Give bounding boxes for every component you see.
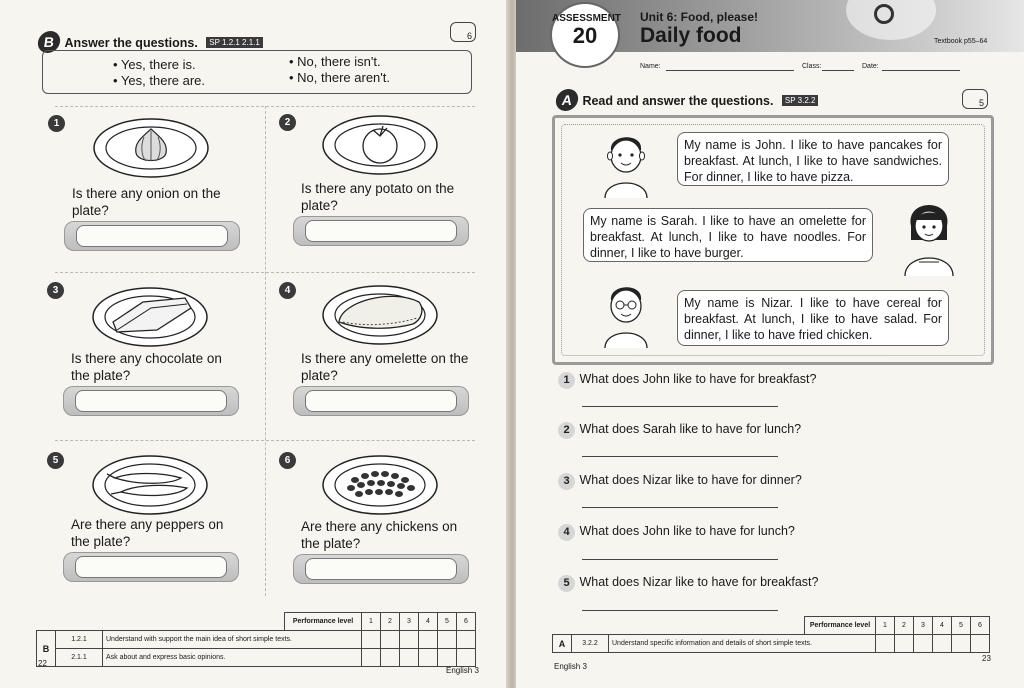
divider xyxy=(265,106,266,596)
footer-text: English 3 xyxy=(446,666,479,675)
right-page xyxy=(516,0,1024,688)
score-box: 6 xyxy=(450,22,476,42)
performance-table xyxy=(552,616,990,653)
performance-section: B xyxy=(37,631,56,667)
question-cell-4 xyxy=(284,276,475,426)
answer-line-5[interactable] xyxy=(582,610,778,611)
standard-description: Understand specific information and details of short simple texts. xyxy=(609,635,876,653)
answer-field-2[interactable] xyxy=(293,216,469,246)
performance-table xyxy=(36,612,476,667)
class-label: Class: xyxy=(802,63,822,70)
potato-icon xyxy=(321,114,439,176)
answer-field-5[interactable] xyxy=(63,552,239,582)
level-cell: 1 xyxy=(362,613,381,631)
answer-key-col-1 xyxy=(113,57,205,89)
standard-description: Understand with support the main idea of short simple texts. xyxy=(103,631,362,649)
level-cell: 4 xyxy=(419,613,438,631)
assessment-badge xyxy=(550,2,620,68)
reading-question-4 xyxy=(558,522,795,541)
question-number: 5 xyxy=(47,452,64,469)
onion-icon xyxy=(92,117,210,179)
question-number: 4 xyxy=(279,282,296,299)
answer-key-item: • Yes, there is. xyxy=(113,57,196,72)
answer-line-3[interactable] xyxy=(582,507,778,508)
section-codes: SP 1.2.1 2.1.1 xyxy=(206,37,263,48)
level-cell: 6 xyxy=(971,617,990,635)
question-cell-2 xyxy=(284,106,475,256)
reading-text: My name is John. I like to have pancakes for breakfast. At lunch, I like to have sandwiches. For dinner, I like to have pizza. xyxy=(684,138,942,184)
question-number: 2 xyxy=(558,422,575,439)
reading-text: My name is Sarah. I like to have an omelette for breakfast. At lunch, I like to have noodles. For dinner, I like to have burger. xyxy=(590,214,866,260)
unit-title: Unit 6: Food, please! xyxy=(640,10,759,24)
question-number: 1 xyxy=(558,372,575,389)
chickens-icon xyxy=(321,454,439,516)
chocolate-icon xyxy=(91,286,209,348)
footer-text: English 3 xyxy=(554,662,587,671)
question-cell-1 xyxy=(55,106,245,258)
reading-question-2 xyxy=(558,420,801,439)
standard-code: 1.2.1 xyxy=(56,631,103,649)
reading-text: My name is Nizar. I like to have cereal for breakfast. At lunch, I like to have salad. For dinner, I like to have fried chicken. xyxy=(684,296,942,342)
header-decoration xyxy=(874,4,894,24)
reading-question-1 xyxy=(558,370,816,389)
question-cell-5 xyxy=(52,446,243,596)
section-badge: B xyxy=(36,31,61,53)
question-number: 5 xyxy=(558,575,575,592)
reading-box xyxy=(552,115,994,365)
speech-bubble-nizar xyxy=(677,290,949,346)
answer-line-2[interactable] xyxy=(582,456,778,457)
standard-code: 3.2.2 xyxy=(572,635,609,653)
date-label: Date: xyxy=(862,63,879,70)
question-number: 4 xyxy=(558,524,575,541)
page-title: Daily food xyxy=(640,24,742,47)
question-text: Is there any omelette on the plate? xyxy=(301,351,469,383)
answer-field-3[interactable] xyxy=(63,386,239,416)
boy-john-icon xyxy=(599,128,653,198)
performance-header: Performance level xyxy=(285,613,362,631)
level-cell: 5 xyxy=(952,617,971,635)
name-field[interactable] xyxy=(666,70,794,71)
class-field[interactable] xyxy=(822,70,854,71)
question-text: What does John like to have for breakfast? xyxy=(579,372,817,386)
answer-key-item: • Yes, there are. xyxy=(113,73,206,88)
question-text: Is there any onion on the plate? xyxy=(72,186,221,218)
left-page xyxy=(0,0,508,688)
question-text: What does Nizar like to have for dinner? xyxy=(579,473,802,487)
peppers-icon xyxy=(91,454,209,516)
answer-line-4[interactable] xyxy=(582,559,778,560)
question-number: 6 xyxy=(279,452,296,469)
answer-key-item: • No, there aren't. xyxy=(289,70,390,85)
name-label: Name: xyxy=(640,63,661,70)
speech-bubble-john xyxy=(677,132,949,186)
question-text: What does Sarah like to have for lunch? xyxy=(579,422,802,436)
boy-nizar-icon xyxy=(599,278,653,348)
question-number: 3 xyxy=(47,282,64,299)
section-title: Read and answer the questions. xyxy=(582,94,774,108)
level-cell: 2 xyxy=(381,613,400,631)
section-a-header xyxy=(556,89,818,111)
score-box: 5 xyxy=(962,89,988,109)
question-text: Is there any chocolate on the plate? xyxy=(71,351,222,383)
answer-key-box xyxy=(42,50,472,94)
question-cell-6 xyxy=(284,446,475,596)
section-code: SP 3.2.2 xyxy=(782,95,819,106)
page-number: 23 xyxy=(982,654,991,663)
reading-question-5 xyxy=(558,573,818,592)
reading-question-3 xyxy=(558,471,802,490)
performance-section: A xyxy=(553,635,572,653)
answer-key-item: • No, there isn't. xyxy=(289,54,381,69)
speech-bubble-sarah xyxy=(583,208,873,262)
answer-field-6[interactable] xyxy=(293,554,469,584)
answer-field-1[interactable] xyxy=(64,221,240,251)
question-text: Are there any peppers on the plate? xyxy=(71,517,224,549)
level-cell: 3 xyxy=(914,617,933,635)
level-cell: 4 xyxy=(933,617,952,635)
assessment-number: 20 xyxy=(572,23,598,48)
level-cell: 3 xyxy=(400,613,419,631)
question-text: What does John like to have for lunch? xyxy=(579,524,795,538)
answer-line-1[interactable] xyxy=(582,406,778,407)
level-cell: 1 xyxy=(876,617,895,635)
standard-description: Ask about and express basic opinions. xyxy=(103,649,362,667)
section-badge: A xyxy=(554,89,579,111)
assessment-label: ASSESSMENT xyxy=(552,13,621,24)
date-field[interactable] xyxy=(882,70,960,71)
question-text: Is there any potato on the plate? xyxy=(301,181,455,213)
question-text: What does Nizar like to have for breakfast? xyxy=(579,575,819,589)
standard-code: 2.1.1 xyxy=(56,649,103,667)
level-cell: 2 xyxy=(895,617,914,635)
question-number: 2 xyxy=(279,114,296,131)
level-cell: 6 xyxy=(457,613,476,631)
performance-header: Performance level xyxy=(805,617,876,635)
question-number: 1 xyxy=(48,115,65,132)
page-number: 22 xyxy=(38,659,47,668)
girl-sarah-icon xyxy=(899,196,959,276)
textbook-ref: Textbook p55–64 xyxy=(934,38,988,45)
answer-key-col-2 xyxy=(289,54,390,86)
question-cell-3 xyxy=(52,276,243,426)
section-title: Answer the questions. xyxy=(64,36,198,50)
question-text: Are there any chickens on the plate? xyxy=(301,519,458,551)
question-number: 3 xyxy=(558,473,575,490)
omelette-icon xyxy=(321,284,439,346)
answer-field-4[interactable] xyxy=(293,386,469,416)
level-cell: 5 xyxy=(438,613,457,631)
